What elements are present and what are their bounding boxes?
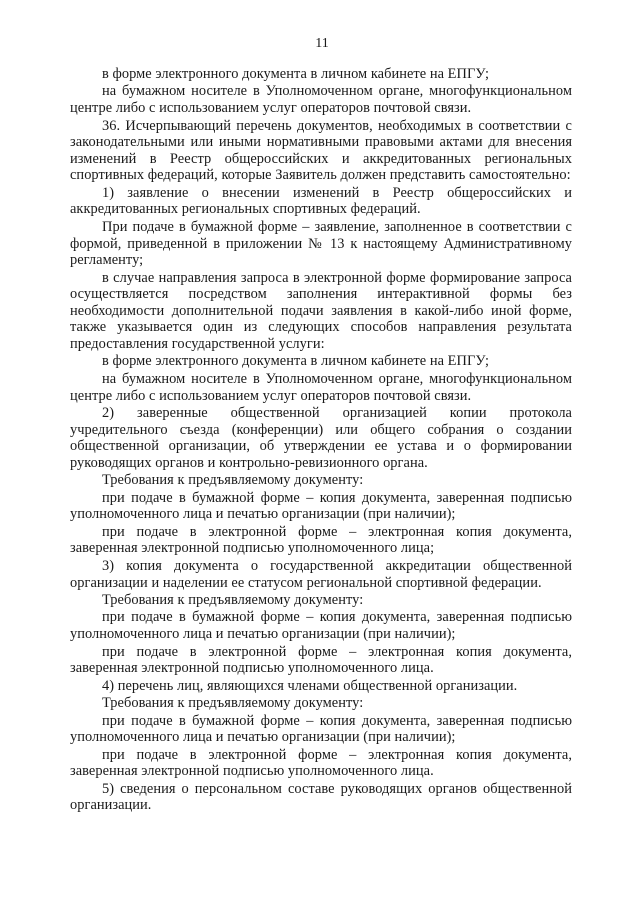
list-item-2: 2) заверенные общественной организацией копии протокола учредительного съезда (конференции) или общего собрания о создании общественной организации, об утверждении ее устава и о формировании руководящих органов и контрольно-ревизионного органа. [70,405,572,471]
list-item-1: 1) заявление о внесении изменений в Реестр общероссийских и аккредитованных региональных спортивных федераций. [70,184,572,218]
paragraph: при подаче в бумажной форме – копия документа, заверенная подписью уполномоченного лица и печатью организации (при наличии); [70,712,572,746]
document-body [70,66,572,814]
paragraph: в форме электронного документа в личном кабинете на ЕПГУ; [102,353,490,370]
paragraph: при подаче в бумажной форме – копия документа, заверенная подписью уполномоченного лица и печатью организации (при наличии); [70,489,572,523]
requirements-heading: Требования к предъявляемому документу: [102,695,364,712]
paragraph: при подаче в электронной форме – электронная копия документа, заверенная электронной подписью уполномоченного лица. [70,643,572,677]
requirements-heading: Требования к предъявляемому документу: [102,472,364,489]
paragraph: на бумажном носителе в Уполномоченном органе, многофункциональном центре либо с использованием услуг операторов почтовой связи. [70,83,572,117]
paragraph-item-36: 36. Исчерпывающий перечень документов, необходимых в соответствии с законодательными или иными нормативными правовыми актами для внесения изменений в Реестр общероссийских и аккредитованных региональных спортивных федераций, которые Заявитель должен представить самостоятельно: [70,117,572,184]
list-item-5: 5) сведения о персональном составе руководящих органов общественной организации. [70,780,572,814]
paragraph: на бумажном носителе в Уполномоченном органе, многофункциональном центре либо с использованием услуг операторов почтовой связи. [70,370,572,404]
paragraph: При подаче в бумажной форме – заявление, заполненное в соответствии с формой, приведенной в приложении № 13 к настоящему Административному регламенту; [70,218,572,269]
list-item-3: 3) копия документа о государственной аккредитации общественной организации и наделении ее статусом региональной спортивной федерации. [70,557,572,591]
paragraph: при подаче в бумажной форме – копия документа, заверенная подписью уполномоченного лица и печатью организации (при наличии); [70,609,572,643]
page-number: 11 [315,36,329,51]
requirements-heading: Требования к предъявляемому документу: [102,591,364,608]
paragraph: в случае направления запроса в электронной форме формирование запроса осуществляется посредством заполнения интерактивной формы без необходимости дополнительной подачи заявления в какой-либо иной форме, также указывается один из следующих способов направления результата предоставления государственной услуги: [70,269,572,352]
paragraph: при подаче в электронной форме – электронная копия документа, заверенная электронной подписью уполномоченного лица. [70,746,572,780]
list-item-4: 4) перечень лиц, являющихся членами общественной организации. [102,677,518,694]
paragraph: при подаче в электронной форме – электронная копия документа, заверенная электронной подписью уполномоченного лица; [70,523,572,557]
paragraph: в форме электронного документа в личном кабинете на ЕПГУ; [102,66,490,82]
